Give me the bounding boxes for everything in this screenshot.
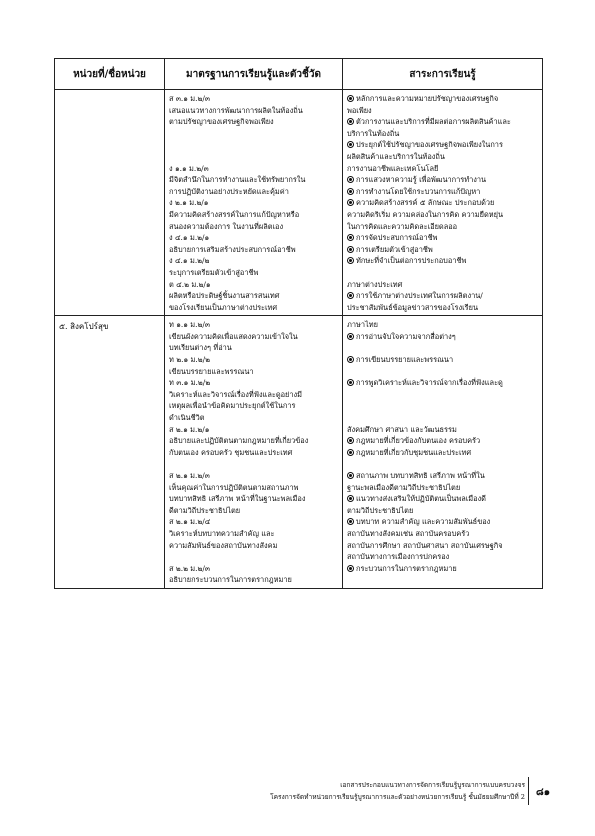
unit-title: ๕. สิงคโปร์สุข [59, 322, 109, 332]
indicator-code: ง ๔.๑ ม.๒/๒ [169, 256, 210, 266]
bullet-icon [347, 199, 354, 206]
bullet-icon [347, 234, 354, 241]
bullet-icon [347, 188, 354, 195]
table-row [55, 316, 543, 589]
indicator-code: ง ๒.๑ ม.๒/๑ [169, 198, 209, 208]
content-text: บทบาท ความสำคัญ และความสัมพันธ์ของ [356, 517, 491, 527]
indicator-code: ง ๑.๑ ม.๒/๓ [169, 163, 209, 173]
content-bullet-item [347, 493, 538, 505]
page-number: ๘๑ [536, 787, 551, 798]
content-text: สถานภาพ บทบาทสิทธิ เสรีภาพ หน้าที่ใน [356, 471, 485, 480]
blank-line [347, 412, 538, 424]
indicator-text: วิเคราะห์บทบาทความสำคัญ และ [169, 528, 275, 538]
bullet-icon [347, 437, 354, 444]
bullet-icon [347, 356, 354, 363]
indicator-code: ส ๒.๑ ม.๒/๑ [169, 424, 210, 434]
content-bullet-item [347, 377, 538, 389]
bullet-icon [347, 333, 354, 340]
indicator-text: เหตุผลเพื่อนำข้อคิดมาประยุกต์ใช้ในการ [169, 401, 296, 411]
bullet-icon [347, 292, 354, 299]
indicator-text: วิเคราะห์และวิจารณ์เรื่องที่ฟังและดูอย่างมี [169, 389, 303, 399]
bullet-icon [347, 246, 354, 253]
content-line: การงานอาชีพและเทคโนโลยี [347, 163, 439, 173]
content-line: ประชาสัมพันธ์ข้อมูลข่าวสารของโรงเรียน [347, 302, 479, 312]
bullet-icon [347, 472, 354, 479]
content-cell [343, 316, 543, 589]
content-bullet-item [347, 255, 538, 267]
indicator-text: กับตนเอง ครอบครัว ชุมชนและประเทศ [169, 447, 293, 457]
content-line: บริการในท้องถิ่น [347, 128, 400, 138]
header-unit: หน่วยที่/ชื่อหน่วย [55, 59, 165, 90]
content-line: ผลิตสินค้าและบริการในท้องถิ่น [347, 151, 445, 161]
unit-cell [55, 90, 165, 316]
indicator-text: การปฏิบัติงานอย่างประหยัดและคุ้มค่า [169, 186, 289, 196]
content-bullet-item [347, 563, 538, 575]
content-text: การอ่านจับใจความจากสื่อต่างๆ [356, 331, 456, 341]
bullet-icon [347, 141, 354, 148]
content-bullet-item [347, 435, 538, 447]
header-content: สาระการเรียนรู้ [343, 59, 543, 90]
bullet-icon [347, 449, 354, 456]
content-text: กฎหมายที่เกี่ยวข้องกับตนเอง ครอบครัว [356, 436, 481, 446]
indicator-text: ดีตามวิถีประชาธิปไตย [169, 505, 241, 515]
content-bullet-item [347, 93, 538, 105]
indicator-text: ดำเนินชีวิต [169, 413, 205, 423]
blank-line [347, 389, 538, 401]
content-bullet-item [347, 470, 538, 482]
content-text: การจัดประสบการณ์อาชีพ [356, 233, 438, 243]
blank-line [347, 267, 538, 279]
indicator-text: อธิบายและปฏิบัติตนตามกฎหมายที่เกี่ยวข้อง [169, 436, 309, 446]
content-bullet-item [347, 290, 538, 302]
standard-cell [165, 90, 343, 316]
indicator-code: ต ๔.๒ ม.๒/๑ [169, 279, 211, 289]
content-line: ภาษาไทย [347, 320, 378, 330]
indicator-code: ง ๔.๑ ม.๒/๑ [169, 233, 210, 243]
indicator-text: เห็นคุณค่าในการปฏิบัติตนตามสถานภาพ [169, 482, 299, 492]
header-standard: มาตรฐานการเรียนรู้และตัวชี้วัด [165, 59, 343, 90]
indicator-text: มีจิตสำนึกในการทำงานและใช้ทรัพยากรใน [169, 175, 306, 185]
content-text: แนวทางส่งเสริมให้ปฏิบัติตนเป็นพลเมืองดี [356, 494, 486, 504]
content-text: ความคิดสร้างสรรค์ ๕ ลักษณะ ประกอบด้วย [356, 198, 495, 208]
content-bullet-item [347, 447, 538, 459]
content-bullet-item [347, 186, 538, 198]
content-bullet-item [347, 331, 538, 343]
table-header-row [55, 59, 543, 90]
content-bullet-item [347, 354, 538, 366]
content-text: การแสวงหาความรู้ เพื่อพัฒนาการทำงาน [356, 175, 487, 185]
indicator-text: อธิบายการเสริมสร้างประสบการณ์อาชีพ [169, 244, 296, 254]
content-text: การใช้ภาษาต่างประเทศในการผลิตงาน/ [356, 291, 483, 301]
content-line: ภาษาต่างประเทศ [347, 279, 403, 289]
content-bullet-item [347, 244, 538, 256]
bullet-icon [347, 118, 354, 125]
indicator-text: เสนอแนวทางการพัฒนาการผลิตในท้องถิ่น [169, 105, 303, 115]
content-text: การทำงานโดยใช้กระบวนการแก้ปัญหา [356, 186, 481, 196]
indicator-text: อธิบายกระบวนการในการตรากฎหมาย [169, 575, 292, 585]
content-text: กฎหมายที่เกี่ยวกับชุมชนและประเทศ [356, 447, 472, 457]
content-line: ฐานะพลเมืองดีตามวิถีประชาธิปไตย [347, 482, 461, 492]
content-line: สังคมศึกษา ศาสนา และวัฒนธรรม [347, 424, 457, 434]
indicator-text: เขียนผังความคิดเพื่อแสดงความเข้าใจใน [169, 331, 298, 341]
bullet-icon [347, 518, 354, 525]
indicator-code: ส ๒.๑ ม.๒/๓ [169, 471, 210, 480]
content-line: สถาบันการศึกษา สถาบันศาสนา สถาบันเศรษฐกิจ [347, 540, 503, 550]
content-bullet-item [347, 139, 538, 151]
bullet-icon [347, 176, 354, 183]
bullet-icon [347, 565, 354, 572]
indicator-code: ส ๓.๑ ม.๒/๓ [169, 94, 210, 103]
content-text: ตัวการงานและบริการที่มีผลต่อการผลิตสินค้าและ [356, 117, 511, 127]
indicator-code: ส ๒.๑ ม.๒/๔ [169, 517, 211, 527]
curriculum-table [54, 58, 543, 589]
indicator-text: ระบุการเตรียมตัวเข้าสู่อาชีพ [169, 267, 259, 277]
standard-cell [165, 316, 343, 589]
blank-line [347, 366, 538, 378]
content-cell [343, 90, 543, 316]
content-line: สถาบันทางการเมืองการปกครอง [347, 552, 450, 562]
content-text: หลักการและความหมายปรัชญาของเศรษฐกิจ [356, 94, 499, 103]
content-text: ทักษะที่จำเป็นต่อการประกอบอาชีพ [356, 256, 467, 266]
blank-line [347, 400, 538, 412]
bullet-icon [347, 95, 354, 102]
indicator-text: บทบาทสิทธิ เสรีภาพ หน้าที่ในฐานะพลเมือง [169, 494, 306, 504]
blank-line [347, 458, 538, 470]
bullet-icon [347, 257, 354, 264]
indicator-text: ผลิตหรือประดิษฐ์ชิ้นงานสารสนเทศ [169, 291, 280, 301]
table-row [55, 90, 543, 316]
indicator-text: สนองความต้องการ ในงานที่ผลิตเอง [169, 221, 284, 231]
indicator-text: ของโรงเรียนเป็นภาษาต่างประเทศ [169, 302, 278, 312]
indicator-code: ท ๑.๑ ม.๒/๓ [169, 320, 210, 330]
content-line: สถาบันทางสังคมเช่น สถาบันครอบครัว [347, 528, 470, 538]
bullet-icon [347, 379, 354, 386]
content-bullet-item [347, 232, 538, 244]
blank-line [347, 342, 538, 354]
content-line: ในการคิดและความคิดละเอียดลออ [347, 221, 458, 231]
content-text: การพูดวิเคราะห์และวิจารณ์จากเรื่องที่ฟังและดู [356, 378, 503, 388]
content-text: การเขียนบรรยายและพรรณนา [356, 355, 454, 365]
footer-line-1: เอกสารประกอบแนวทางการจัดการเรียนรู้บูรณาการแบบครบวงจร [340, 781, 525, 789]
footer-line-2: โครงการจัดทำหน่วยการเรียนรู้บูรณาการและตัวอย่างหน่วยการเรียนรู้ ชั้นมัธยมศึกษาปีที่ 2 [270, 793, 525, 801]
content-line: ตามวิถีประชาธิปไตย [347, 505, 414, 515]
content-bullet-item [347, 516, 538, 528]
unit-cell [55, 316, 165, 589]
indicator-code: ส ๒.๒ ม.๒/๓ [169, 563, 210, 573]
indicator-text: เขียนบรรยายและพรรณนา [169, 366, 254, 376]
indicator-text: บทเรียนต่างๆ ที่อ่าน [169, 343, 232, 353]
content-text: การเตรียมตัวเข้าสู่อาชีพ [356, 244, 433, 254]
indicator-code: ท ๓.๑ ม.๒/๒ [169, 378, 211, 388]
indicator-text: มีความคิดสร้างสรรค์ในการแก้ปัญหาหรือ [169, 209, 300, 219]
content-bullet-item [347, 197, 538, 209]
footer-divider [528, 777, 529, 805]
indicator-code: ท ๒.๑ ม.๒/๒ [169, 355, 210, 365]
table-body [55, 90, 543, 589]
content-bullet-item [347, 174, 538, 186]
indicator-text: ตามปรัชญาของเศรษฐกิจพอเพียง [169, 117, 274, 127]
content-text: กระบวนการในการตรากฎหมาย [356, 563, 457, 573]
bullet-icon [347, 495, 354, 502]
content-line: พอเพียง [347, 105, 372, 115]
content-text: ประยุกต์ใช้ปรัชญาของเศรษฐกิจพอเพียงในการ [356, 140, 503, 150]
indicator-text: ความสัมพันธ์ของสถาบันทางสังคม [169, 540, 278, 550]
content-bullet-item [347, 116, 538, 128]
page-footer [0, 773, 595, 813]
content-line: ความคิดริเริ่ม ความคล่องในการคิด ความยืดหยุ่น [347, 209, 504, 219]
